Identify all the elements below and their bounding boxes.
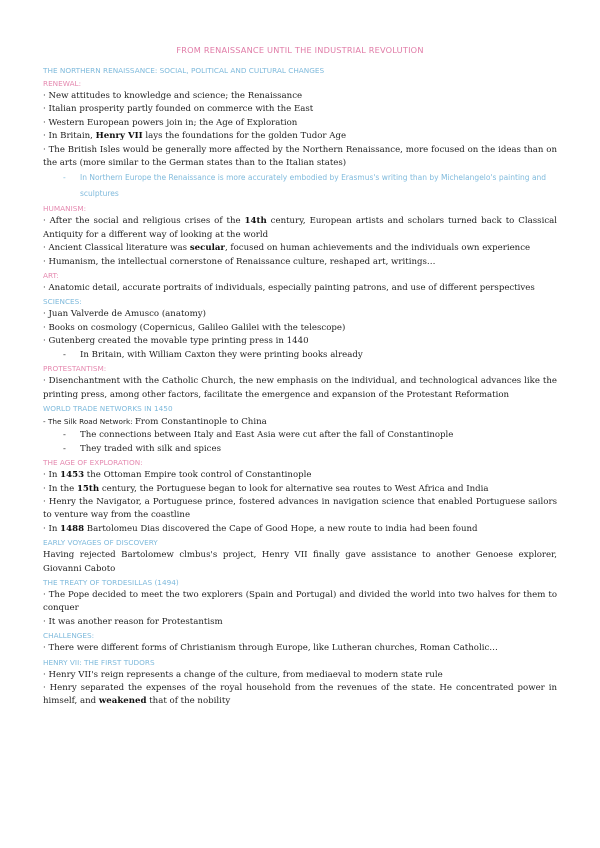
tudors-line-2-start: · Henry separated the expenses of the royal household from the revenues of the state. He concentrated power in himself, and	[43, 683, 557, 707]
tudors-heading: HENRY VII: THE FIRST TUDORS	[43, 657, 155, 667]
year-1488-bold: 1488	[60, 523, 85, 534]
humanism-line-2-end: , focused on human achievements and the individuals own experience	[224, 243, 531, 254]
exploration-line-2	[43, 483, 557, 496]
exploration-line-1	[43, 469, 557, 482]
dash-marker: -	[63, 430, 66, 441]
tordesillas-line-1: · The Pope decided to meet the two explorers (Spain and Portugal) and divided the world into two halves for them to conquer	[43, 589, 557, 614]
document-title: FROM RENAISSANCE UNTIL THE INDUSTRIAL REVOLUTION	[176, 45, 424, 55]
humanism-line-1	[43, 215, 557, 242]
exploration-line-4-end: Bartolomeu Dias discovered the Cape of Good Hope, a new route to india had been found	[84, 523, 478, 534]
voyages-heading: EARLY VOYAGES OF DISCOVERY	[43, 538, 158, 548]
section-heading: THE NORTHERN RENAISSANCE: SOCIAL, POLITICAL AND CULTURAL CHANGES	[43, 66, 325, 75]
henry-vii-bold: Henry VII	[95, 131, 143, 142]
sciences-heading: SCIENCES:	[43, 297, 82, 307]
silk-road-route: From Constantinople to China	[134, 416, 267, 427]
renewal-heading: RENEWAL:	[43, 79, 82, 88]
tordesillas-line-2: · It was another reason for Protestantism	[43, 616, 223, 627]
trade-subpoint-2-text: They traded with silk and spices	[80, 443, 221, 454]
renewal-note	[63, 170, 557, 202]
renewal-line-1: · New attitudes to knowledge and science; the Renaissance	[43, 91, 303, 101]
art-line-1: · Anatomic detail, accurate portraits of individuals, especially painting patrons, and use of different perspectives	[43, 283, 535, 294]
renewal-line-4	[43, 130, 557, 143]
renewal-line-2: · Italian prosperity partly founded on commerce with the East	[43, 104, 314, 115]
voyages-line-1: Having rejected Bartolomew clmbus's project, Henry VII finally gave assistance to another Genoese explorer, Giovanni Caboto	[43, 550, 557, 574]
dash-marker: -	[63, 443, 66, 454]
trade-subpoint-1	[63, 429, 557, 442]
tudors-line-2-end: that of the nobility	[146, 696, 231, 707]
weakened-bold: weakened	[98, 696, 147, 707]
sciences-line-3: · Gutenberg created the movable type printing press in 1440	[43, 336, 309, 347]
exploration-line-2-start: · In the	[43, 483, 77, 494]
exploration-heading: THE AGE OF EXPLORATION:	[43, 458, 143, 468]
renewal-line-4-end: lays the foundations for the golden Tudor Age	[142, 131, 347, 142]
humanism-heading: HUMANISM:	[43, 204, 87, 214]
tudors-line-2	[43, 682, 557, 709]
renewal-line-5: · The British Isles would be generally more affected by the Northern Renaissance, more focused on the ideas than on the arts (more similar to the German states than to the Italian states)	[43, 144, 557, 169]
trade-subpoint-2	[63, 443, 557, 456]
exploration-line-2-end: century, the Portuguese began to look for alternative sea routes to West Africa and India	[99, 483, 489, 494]
dash-marker: -	[63, 173, 66, 183]
humanism-line-2-start: · Ancient Classical literature was	[43, 243, 190, 254]
document-body	[43, 64, 557, 709]
sciences-subpoint	[63, 349, 557, 362]
humanism-line-2	[43, 242, 557, 255]
protestantism-line-1: · Disenchantment with the Catholic Church, the new emphasis on the individual, and technological advances like the printing press, among other factors, facilitate the emergence and expansion of the Protestant Reformation	[43, 376, 557, 400]
renewal-line-3: · Western European powers join in; the Age of Exploration	[43, 117, 298, 128]
renewal-line-4-start: · In Britain,	[43, 131, 96, 142]
tudors-line-1: · Henry VII's reign represents a change of the culture, from mediaeval to modern state rule	[43, 669, 443, 680]
humanism-line-1-end: century, European artists and scholars turned back to Classical Antiquity for a different way of looking at the world	[43, 216, 558, 240]
art-heading: ART:	[43, 271, 59, 281]
sciences-subpoint-text: In Britain, with William Caxton they were printing books already	[80, 349, 363, 360]
exploration-line-4-start: · In	[43, 523, 61, 534]
trade-line-1	[43, 415, 557, 429]
secular-bold: secular	[189, 243, 225, 254]
exploration-line-1-start: · In	[43, 470, 61, 481]
renewal-note-text: In Northern Europe the Renaissance is more accurately embodied by Erasmus's writing than by Michelangelo's painting and sculptures	[80, 173, 547, 199]
sciences-line-2: · Books on cosmology (Copernicus, Galileo Galilei with the telescope)	[43, 322, 346, 333]
exploration-line-3: · Henry the Navigator, a Portuguese prince, fostered advances in navigation science that enabled Portuguese sailors to venture way from the coastline	[43, 496, 557, 521]
exploration-line-4	[43, 523, 557, 536]
silk-road-label: - The Silk Road Network:	[43, 416, 135, 426]
trade-heading: WORLD TRADE NETWORKS IN 1450	[43, 403, 173, 413]
humanism-line-1-start: · After the social and religious crises of the	[43, 216, 245, 227]
trade-subpoint-1-text: The connections between Italy and East Asia were cut after the fall of Constantinople	[80, 430, 454, 441]
challenges-heading: CHALLENGES:	[43, 631, 95, 641]
dash-marker: -	[63, 349, 66, 360]
tordesillas-heading: THE TREATY OF TORDESILLAS (1494)	[43, 577, 179, 587]
sciences-line-1: · Juan Valverde de Amusco (anatomy)	[43, 309, 206, 320]
exploration-line-1-end: the Ottoman Empire took control of Constantinople	[84, 470, 312, 481]
century-14th-bold: 14th	[244, 216, 267, 227]
challenges-line-1: · There were different forms of Christianism through Europe, like Lutheran churches, Roman Catholic…	[43, 643, 498, 654]
century-15th-bold: 15th	[76, 483, 100, 494]
year-1453-bold: 1453	[60, 470, 85, 481]
humanism-line-3: · Humanism, the intellectual cornerstone of Renaissance culture, reshaped art, writings…	[43, 256, 436, 267]
protestantism-heading: PROTESTANTISM:	[43, 364, 107, 374]
